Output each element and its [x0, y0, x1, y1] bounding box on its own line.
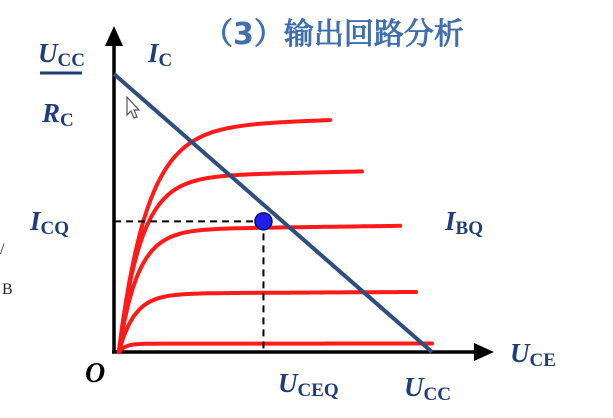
load-line	[114, 74, 432, 352]
ucc-numerator-main: U	[38, 38, 58, 68]
ucc-x-label	[404, 372, 451, 405]
uceq-main: U	[278, 368, 298, 398]
uceq-sub: CEQ	[297, 380, 339, 401]
origin-label: O	[85, 358, 106, 389]
ibq-main: I	[445, 206, 456, 236]
ucc-x-main: U	[404, 372, 424, 402]
ibq-sub: BQ	[455, 218, 483, 239]
rc-main: R	[42, 98, 61, 128]
icq-sub: CQ	[40, 218, 70, 239]
ucc-numerator-label	[38, 38, 85, 71]
output-characteristic-curves	[119, 120, 432, 352]
uce-main: U	[510, 338, 530, 368]
q-point-marker	[255, 213, 272, 230]
uce-sub: CE	[529, 350, 556, 371]
clipped-fragment-top: /	[0, 241, 5, 258]
ic-main: I	[148, 38, 159, 68]
ucc-numerator-sub: CC	[57, 50, 85, 71]
ic-axis-label	[147, 38, 172, 71]
axes	[105, 26, 494, 361]
slide-title: （3）输出回路分析	[203, 17, 464, 52]
x-axis-arrowhead	[474, 343, 494, 361]
rc-sub: C	[60, 110, 74, 131]
mouse-cursor-icon	[127, 97, 139, 118]
rc-denominator-label	[41, 98, 74, 131]
ibq-label	[444, 206, 483, 239]
clipped-fragment-letter: B	[2, 281, 13, 298]
ucc-x-sub: CC	[423, 384, 451, 405]
ic-sub: C	[158, 50, 173, 71]
uceq-label	[278, 368, 339, 401]
icq-main: I	[30, 206, 41, 236]
icq-label	[29, 206, 69, 239]
output-curve-4	[119, 171, 362, 352]
uce-axis-label	[510, 338, 556, 371]
y-axis-arrowhead	[105, 26, 123, 46]
